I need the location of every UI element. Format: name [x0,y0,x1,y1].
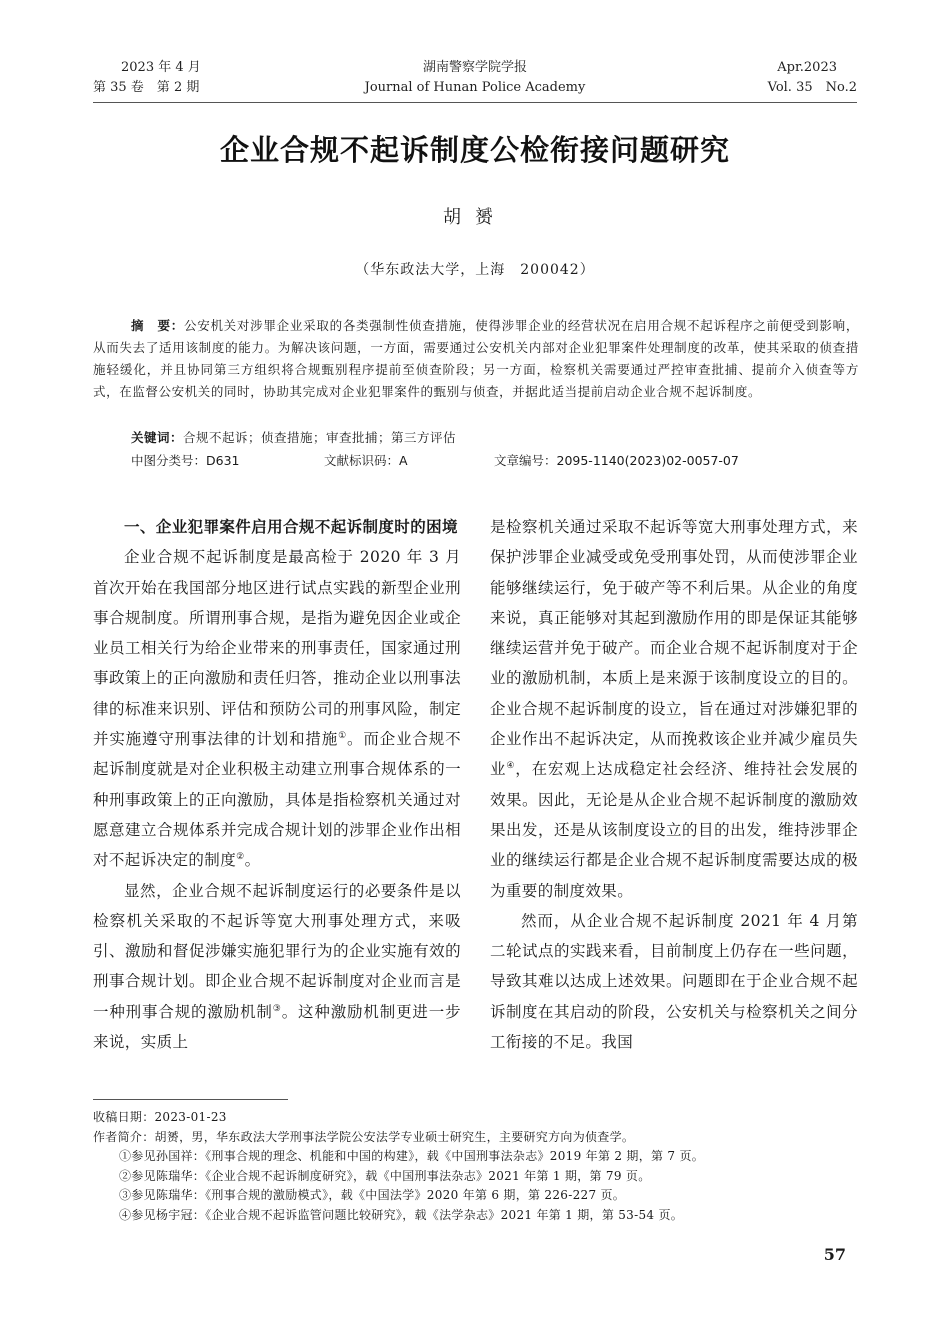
header-center [93,58,857,98]
footnote-ref-2[interactable]: ② [236,852,245,863]
header-right [768,58,857,98]
footnote-3: ③参见陈瑞华：《刑事合规的激励模式》，载《中国法学》2020 年第 6 期，第 226-227 页。 [119,1188,626,1202]
page-number: 57 [823,1245,846,1264]
classification-line [131,451,831,471]
body-paragraph: 然而，从企业合规不起诉制度 2021 年 4 月第二轮试点的实践来看，目前制度上仍存在一些问题，导致其难以达成上述效果。问题即在于企业合规不起诉制度在其启动的阶段，公安机关与检察机关之间分工衔接的不足。我国 [490,911,858,1052]
paragraph-text: 显然，企业合规不起诉制度运行的必要条件是以检察机关采取的不起诉等宽大刑事处理方式，来吸引、激励和督促涉嫌实施犯罪行为的企业实施有效的刑事合规计划。即企业合规不起诉制度对企业而言是一种刑事合规的激励机制 [93,881,461,1021]
body-paragraph [93,876,461,1058]
body-column-right [490,512,858,1057]
issue-date: 2023 年 4 月 [121,60,201,75]
footnote-ref-3[interactable]: ③ [272,1003,282,1014]
article-number: 文章编号：2095-1140(2023)02-0057-07 [494,453,739,468]
volume-issue-en: Vol. 35 No.2 [767,80,857,95]
author-affiliation: （华东政法大学，上海 200042） [355,262,595,278]
clc-number: 中图分类号：D631 [131,453,240,468]
paragraph-text: ，在宏观上达成稳定社会经济、维持社会发展的效果。因此，无论是从企业合规不起诉制度的激励效果出发，还是从该制度设立的目的出发，维持涉罪企业的继续运行都是企业合规不起诉制度需要达成的极为重要的制度效果。 [490,760,859,900]
abstract-label: 摘 要： [131,318,184,333]
received-date: 收稿日期：2023-01-23 [93,1110,227,1124]
section-heading: 一、企业犯罪案件启用合规不起诉制度时的困境 [124,518,458,536]
footnote-4: ④参见杨宇冠：《企业合规不起诉监管问题比较研究》，载《法学杂志》2021 年第 1 期，第 53-54 页。 [119,1207,684,1222]
journal-name-cn: 湖南警察学院学报 [422,60,527,75]
paragraph-text: 。 [244,851,261,870]
journal-name-en: Journal of Hunan Police Academy [364,80,586,95]
paragraph-text: 。而企业合规不起诉制度就是对企业积极主动建立刑事合规体系的一种刑事政策上的正向激励，具体是指检察机关通过对愿意建立合规体系并完成合规计划的涉罪企业作出相对不起诉决定的制度 [93,730,461,870]
footnote-2: ②参见陈瑞华：《企业合规不起诉制度研究》，载《中国刑事法杂志》2021 年第 1 期，第 79 页。 [119,1168,651,1183]
footnote-ref-1[interactable]: ① [338,730,348,741]
footnote-divider [93,1099,288,1100]
article-title: 企业合规不起诉制度公检衔接问题研究 [219,133,730,167]
body-paragraph [93,542,461,875]
keywords-text: 合规不起诉；侦查措施；审查批捕；第三方评估 [183,430,457,445]
paragraph-text: 企业合规不起诉制度是最高检于 2020 年 3 月首次开始在我国部分地区进行试点实践的新型企业刑事合规制度。所谓刑事合规，是指为避免因企业或企业员工相关行为给企业带来的刑事责任，国家通过刑事政策上的正向激励和责任归答，推动企业以刑事法律的标准来识别、评估和预防公司的刑事风险，制定并实施遵守刑事法律的计划和措施 [93,548,461,749]
body-paragraph [490,512,858,906]
author-name: 胡赟 [443,207,507,228]
footnote-ref-4[interactable]: ④ [506,761,516,772]
document-code: 文献标识码：A [324,453,408,468]
abstract [93,315,859,403]
volume-issue: 第 35 卷 第 2 期 [93,80,200,95]
keywords [131,428,456,448]
running-header [93,58,857,103]
paragraph-text: 。这种激励机制更进一步来说，实质上 [93,1002,462,1052]
body-column-left [93,512,461,1057]
footnotes [93,1108,859,1225]
abstract-text: 公安机关对涉罪企业采取的各类强制性侦查措施，使得涉罪企业的经营状况在启用合规不起诉程序之前便受到影响，从而失去了适用该制度的能力。为解决该问题，一方面，需要通过公安机关内部对企业犯罪案件处理制度的改革，使其采取的侦查措施轻缓化，并且协同第三方组织将合规甄别程序提前至侦查阶段；另一方面，检察机关需要通过严控审查批捕、提前介入侦查等方式，在监督公安机关的同时，协助其完成对企业犯罪案件的甄别与侦查，并据此适当提前启动企业合规不起诉制度。 [93,318,860,399]
keywords-label: 关键词： [131,430,184,445]
footnote-1: ①参见孙国祥：《刑事合规的理念、机能和中国的构建》，载《中国刑事法杂志》2019 年第 2 期，第 7 页。 [119,1149,705,1163]
author-bio: 作者简介：胡赟，男，华东政法大学刑事法学院公安法学专业硕士研究生，主要研究方向为侦查学。 [93,1129,635,1144]
paragraph-text: 是检察机关通过采取不起诉等宽大刑事处理方式，来保护涉罪企业减受或免受刑事处罚，从而使涉罪企业能够继续运行，免于破产等不利后果。从企业的角度来说，真正能够对其起到激励作用的即是保证其能够继续运营并免于破产。而企业合规不起诉制度对于企业的激励机制，本质上是来源于该制度设立的目的。企业合规不起诉制度的设立，旨在通过对涉嫌犯罪的企业作出不起诉决定，从而挽救该企业并减少雇员失业 [490,518,858,779]
issue-date-en: Apr.2023 [777,60,837,75]
